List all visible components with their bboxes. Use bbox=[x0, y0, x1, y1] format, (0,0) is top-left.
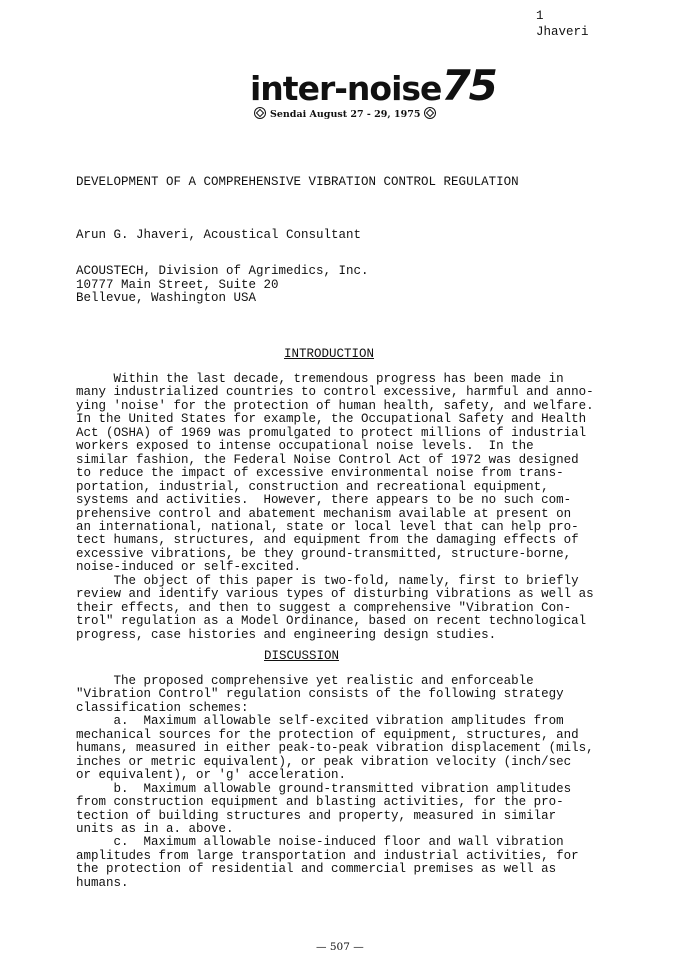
text-line: tection of building structures and property, measured in similar bbox=[76, 808, 557, 823]
text-line: similar fashion, the Federal Noise Control Act of 1972 was designed bbox=[76, 452, 579, 467]
paper-title: DEVELOPMENT OF A COMPREHENSIVE VIBRATION CONTROL REGULATION bbox=[76, 175, 519, 189]
text-line: from construction equipment and blasting activities, for the pro- bbox=[76, 795, 564, 810]
running-header-author: Jhaveri bbox=[536, 25, 589, 39]
text-line: In the United States for example, the Occupational Safety and Health bbox=[76, 412, 587, 427]
affiliation-line: 10777 Main Street, Suite 20 bbox=[76, 277, 279, 292]
text-line: Within the last decade, tremendous progress has been made in bbox=[76, 372, 564, 386]
page-number: 1 bbox=[536, 9, 544, 23]
logo-number: 75 bbox=[441, 61, 496, 110]
text-line: progress, case histories and engineering design studies. bbox=[76, 627, 497, 642]
text-line: humans. bbox=[76, 875, 129, 890]
text-line: b. Maximum allowable ground-transmitted vibration amplitudes bbox=[76, 781, 572, 796]
affiliation-line: Bellevue, Washington USA bbox=[76, 291, 257, 305]
text-line: The proposed comprehensive yet realistic and enforceable bbox=[76, 674, 534, 688]
text-line: units as in a. above. bbox=[76, 821, 234, 836]
text-line: prehensive control and abatement mechanism available at present on bbox=[76, 506, 572, 521]
text-line: their effects, and then to suggest a comprehensive "Vibration Con- bbox=[76, 600, 572, 615]
logo-subtitle bbox=[250, 107, 440, 122]
text-line: mechanical sources for the protection of equipment, structures, and bbox=[76, 727, 579, 742]
emblem-icon bbox=[254, 107, 266, 119]
logo-subtitle-text: Sendai August 27 - 29, 1975 bbox=[270, 109, 421, 120]
text-line: review and identify various types of disturbing vibrations as well as bbox=[76, 587, 594, 602]
text-line: to reduce the impact of excessive environmental noise from trans- bbox=[76, 466, 564, 481]
text-line: systems and activities. However, there appears to be no such com- bbox=[76, 493, 572, 508]
text-line: trol" regulation as a Model Ordinance, based on recent technological bbox=[76, 614, 587, 629]
emblem-icon bbox=[424, 107, 436, 119]
discussion-body bbox=[76, 675, 594, 890]
text-line: "Vibration Control" regulation consists of the following strategy bbox=[76, 687, 564, 702]
text-line: The object of this paper is two-fold, namely, first to briefly bbox=[76, 573, 579, 588]
text-line: Act (OSHA) of 1969 was promulgated to protect millions of industrial bbox=[76, 425, 587, 440]
text-line: amplitudes from large transportation and industrial activities, for bbox=[76, 848, 579, 863]
section-heading-introduction: INTRODUCTION bbox=[284, 347, 375, 361]
text-line: noise-induced or self-excited. bbox=[76, 560, 302, 575]
text-line: the protection of residential and commercial premises as well as bbox=[76, 862, 557, 877]
introduction-body bbox=[76, 373, 594, 642]
text-line: workers exposed to intense occupational noise levels. In the bbox=[76, 439, 534, 454]
conference-logo bbox=[250, 61, 496, 122]
text-line: classification schemes: bbox=[76, 700, 249, 715]
text-line: humans, measured in either peak-to-peak vibration displacement (mils, bbox=[76, 741, 594, 756]
text-line: an international, national, state or local level that can help pro- bbox=[76, 519, 579, 534]
text-line: portation, industrial, construction and recreational equipment, bbox=[76, 479, 549, 494]
logo-wordmark bbox=[250, 61, 496, 110]
paper-author: Arun G. Jhaveri, Acoustical Consultant bbox=[76, 228, 362, 242]
logo-text: inter-noise bbox=[250, 69, 442, 108]
text-line: inches or metric equivalent), or peak vibration velocity (inch/sec bbox=[76, 754, 572, 769]
text-line: many industrialized countries to control excessive, harmful and anno- bbox=[76, 385, 594, 400]
text-line: excessive vibrations, be they ground-transmitted, structure-borne, bbox=[76, 546, 572, 561]
text-line: c. Maximum allowable noise-induced floor and wall vibration bbox=[76, 835, 564, 850]
text-line: or equivalent), or 'g' acceleration. bbox=[76, 768, 347, 783]
section-heading-discussion: DISCUSSION bbox=[264, 649, 340, 663]
text-line: a. Maximum allowable self-excited vibration amplitudes from bbox=[76, 714, 564, 729]
page-footer-number: — 507 — bbox=[316, 941, 364, 953]
affiliation-line: ACOUSTECH, Division of Agrimedics, Inc. bbox=[76, 264, 369, 278]
text-line: ying 'noise' for the protection of human health, safety, and welfare. bbox=[76, 398, 594, 413]
text-line: tect humans, structures, and equipment from the damaging effects of bbox=[76, 533, 579, 548]
running-header bbox=[536, 8, 589, 40]
author-affiliation bbox=[76, 265, 369, 306]
